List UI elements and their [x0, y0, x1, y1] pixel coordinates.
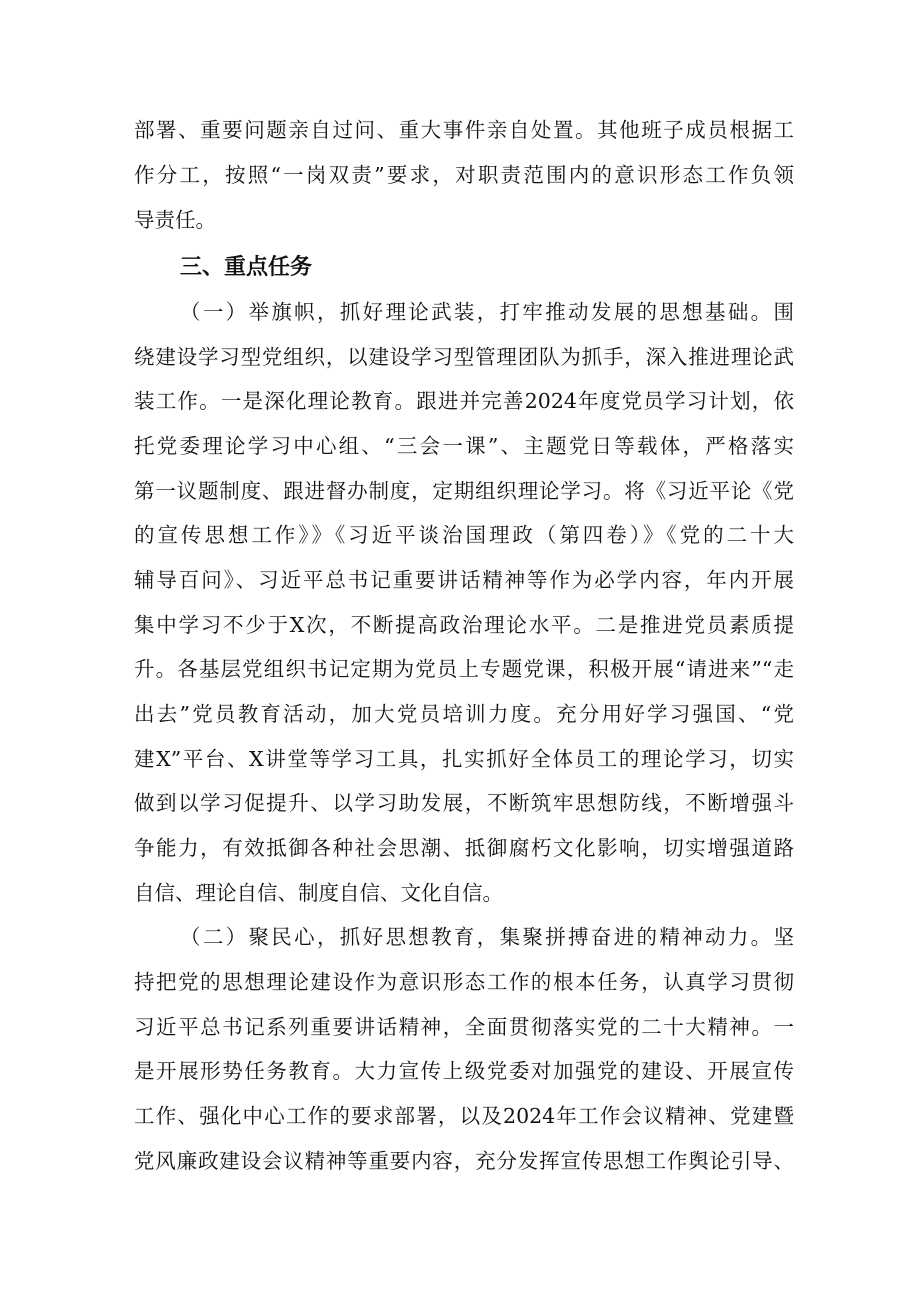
paragraph-2-line-4: 是开展形势任务教育。大力宣传上级党委对加强党的建设、开展宣传 [134, 1059, 794, 1083]
paragraph-1-line-8: 集中学习不少于X次，不断提高政治理论水平。二是推进党员素质提 [134, 613, 794, 637]
paragraph-1-line-7: 辅导百问》、习近平总书记重要讲话精神等作为必学内容，年内开展 [134, 568, 794, 592]
paragraph-1-line-10: 出去”党员教育活动，加大党员培训力度。充分用好学习强国、“党 [134, 702, 794, 726]
paragraph-2-line-3: 习近平总书记系列重要讲话精神，全面贯彻落实党的二十大精神。一 [134, 1015, 794, 1039]
paragraph-1-line-14: 自信、理论自信、制度自信、文化自信。 [134, 881, 503, 905]
paragraph-2-line-1: （二）聚民心，抓好思想教育，集聚拼搏奋进的精神动力。坚 [180, 925, 794, 949]
paragraph-2-line-2: 持把党的思想理论建设作为意识形态工作的根本任务，认真学习贯彻 [134, 970, 794, 994]
intro-line-3: 导责任。 [134, 208, 216, 232]
paragraph-1-line-11: 建X”平台、X讲堂等学习工具，扎实抓好全体员工的理论学习，切实 [134, 747, 794, 771]
paragraph-1-line-12: 做到以学习促提升、以学习助发展，不断筑牢思想防线，不断增强斗 [134, 791, 794, 815]
paragraph-1-line-2: 绕建设学习型党组织，以建设学习型管理团队为抓手，深入推进理论武 [134, 345, 794, 369]
intro-line-2: 作分工，按照“一岗双责”要求，对职责范围内的意识形态工作负领 [134, 163, 794, 187]
paragraph-1-line-5: 第一议题制度、跟进督办制度，定期组织理论学习。将《习近平论《党 [134, 479, 794, 503]
paragraph-1-line-1: （一）举旗帜，抓好理论武装，打牢推动发展的思想基础。围 [180, 300, 794, 324]
paragraph-2-line-6: 党风廉政建设会议精神等重要内容，充分发挥宣传思想工作舆论引导、 [134, 1149, 794, 1173]
paragraph-1-line-9: 升。各基层党组织书记定期为党员上专题党课，积极开展“请进来”“走 [134, 657, 794, 681]
paragraph-1-line-13: 争能力，有效抵御各种社会思潮、抵御腐朽文化影响，切实增强道路 [134, 836, 794, 860]
intro-line-1: 部署、重要问题亲自过问、重大事件亲自处置。其他班子成员根据工 [134, 118, 794, 142]
section-heading: 三、重点任务 [180, 255, 313, 280]
paragraph-1-line-6: 的宣传思想工作》》《习近平谈治国理政（第四卷）》《党的二十大 [134, 523, 794, 547]
paragraph-2-line-5: 工作、强化中心工作的要求部署，以及2024年工作会议精神、党建暨 [134, 1104, 794, 1128]
paragraph-1-line-4: 托党委理论学习中心组、“三会一课”、主题党日等载体，严格落实 [134, 434, 794, 458]
paragraph-1-line-3: 装工作。一是深化理论教育。跟进并完善2024年度党员学习计划，依 [134, 389, 794, 413]
